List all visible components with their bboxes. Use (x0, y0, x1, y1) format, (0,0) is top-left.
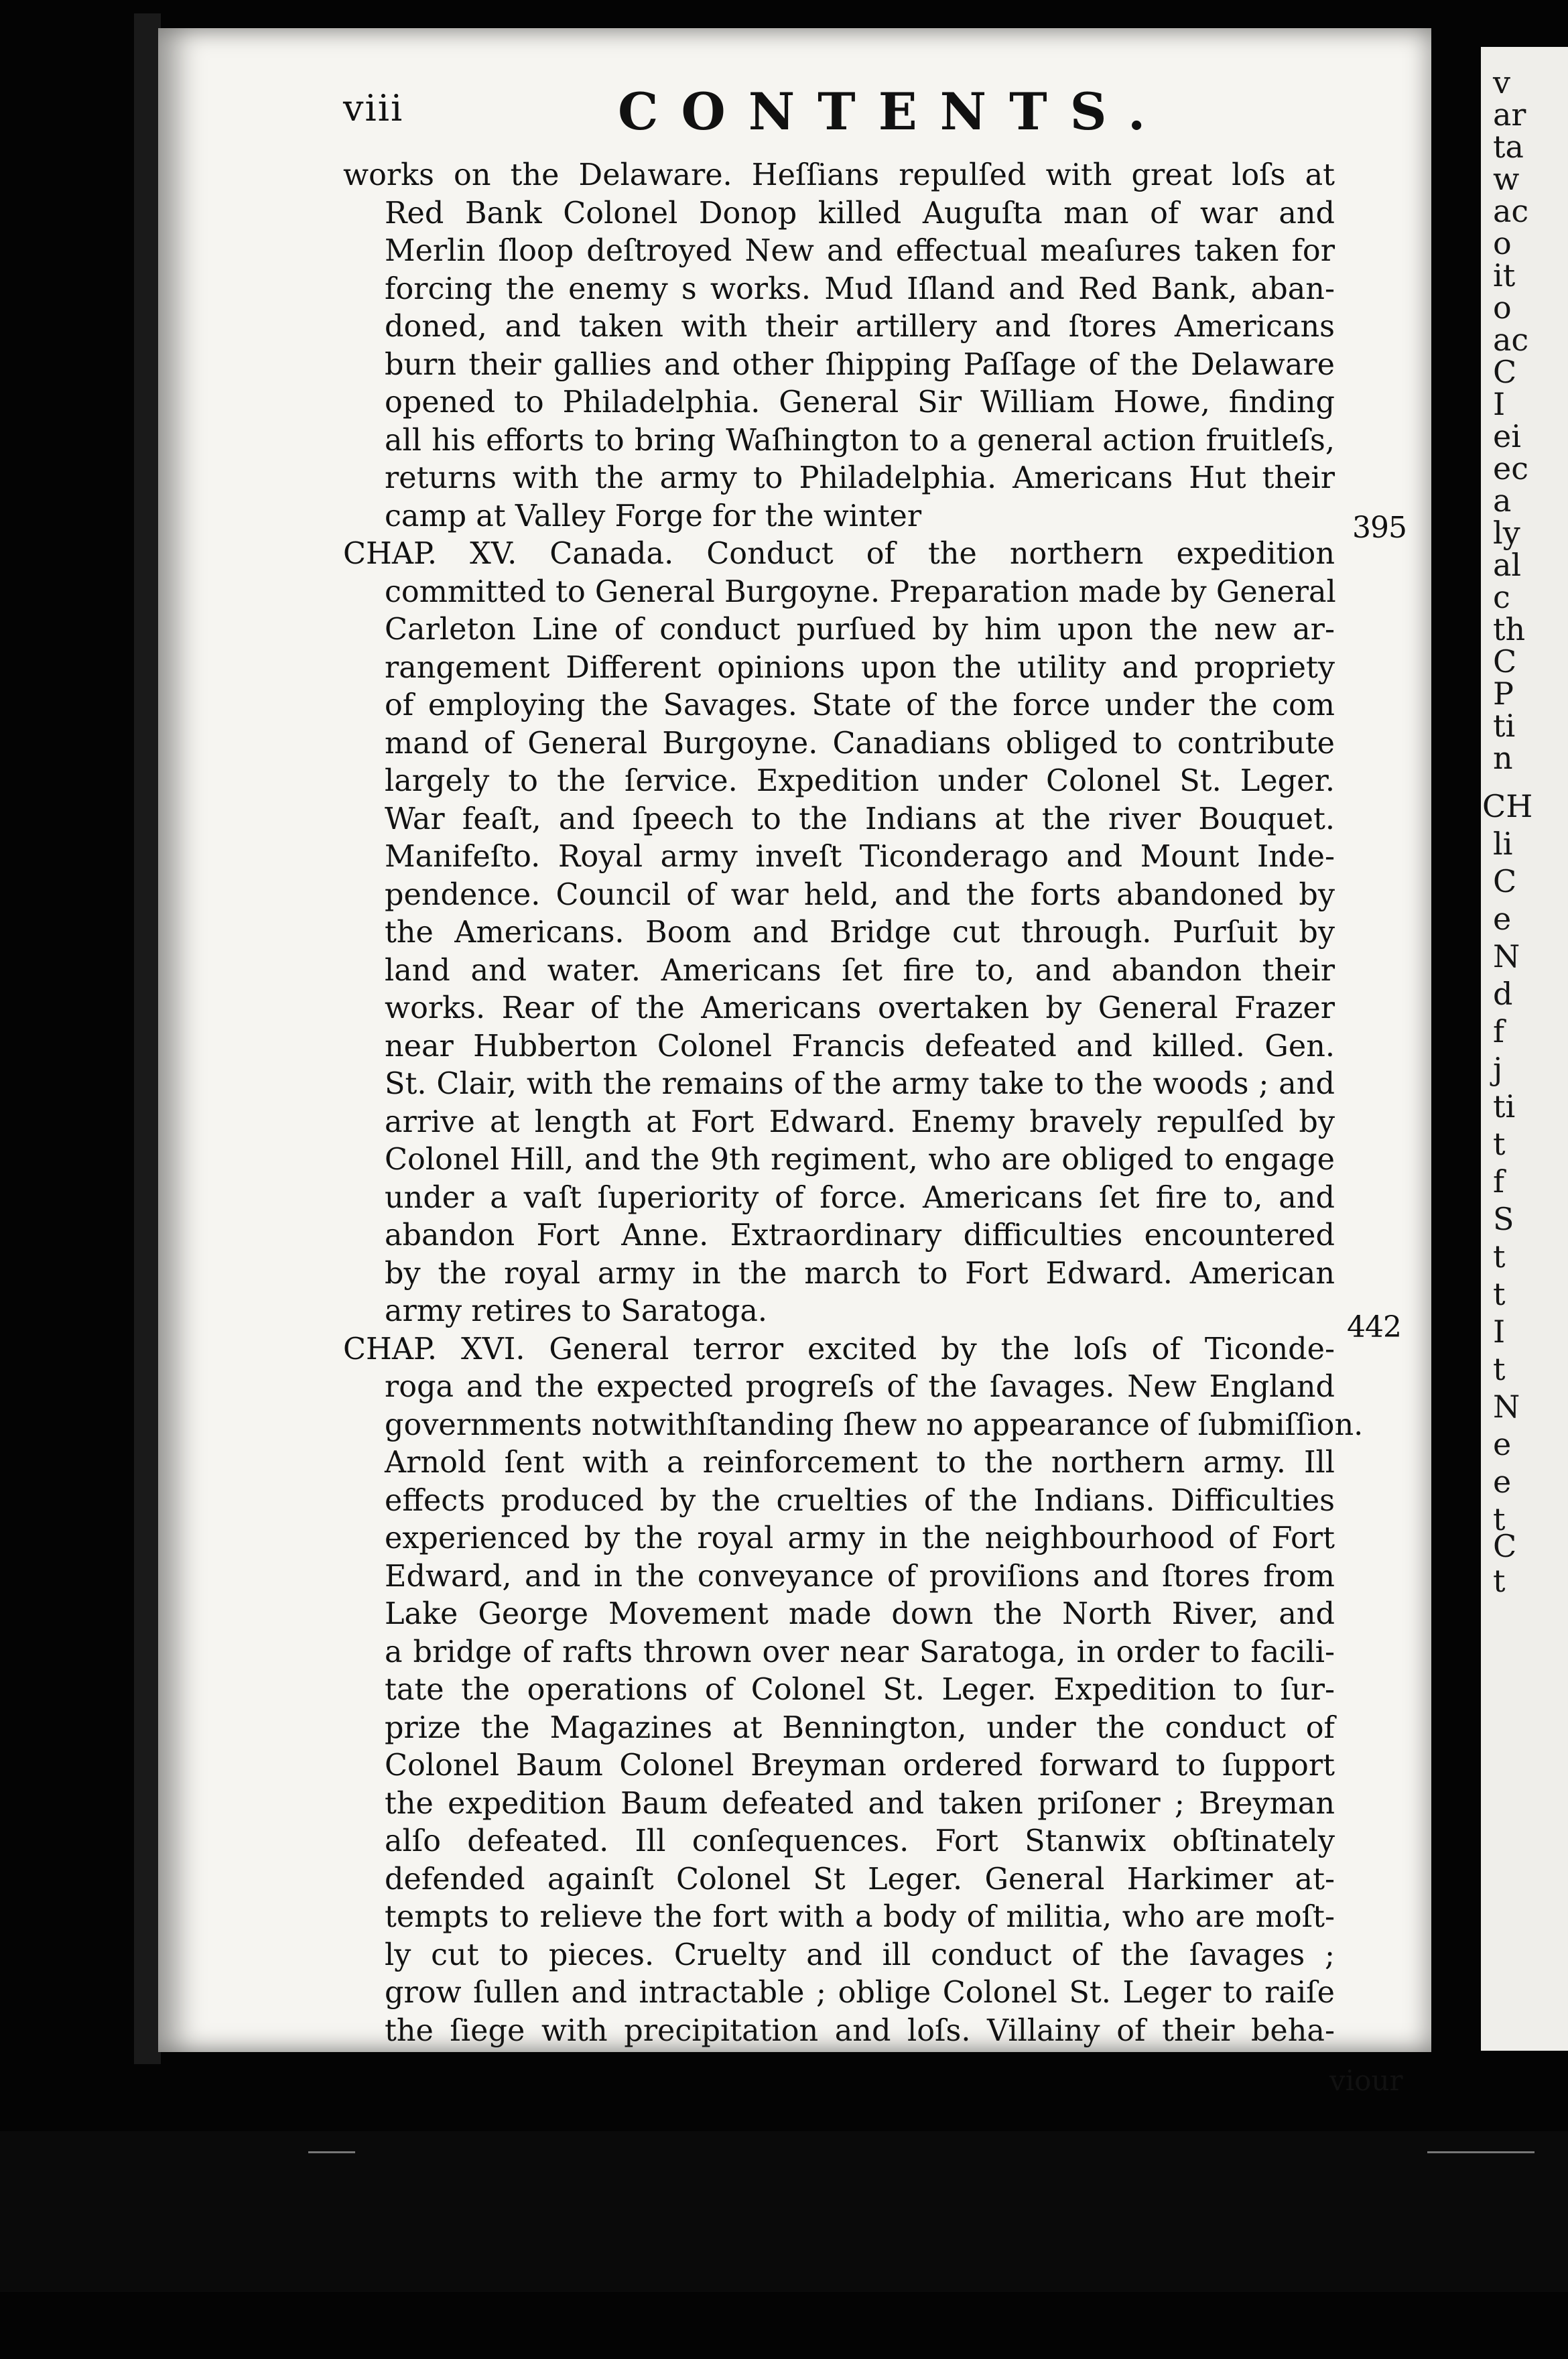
scan-bottom-border (0, 2131, 1568, 2292)
contents-body-text (343, 157, 1364, 2050)
text-line: defended againſt Colonel St Leger. General Harkimer at- (385, 1862, 1335, 1897)
text-line: by the royal army in the march to Fort Edward. American (385, 1256, 1335, 1291)
running-title: CONTENTS. (618, 82, 1169, 141)
facing-page-text-fragment: ta (1493, 129, 1524, 165)
text-line: returns with the army to Philadelphia. Americans Hut their (385, 461, 1335, 495)
text-line: St. Clair, with the remains of the army take to the woods ; and (385, 1067, 1335, 1101)
facing-page-text-fragment: o (1493, 290, 1512, 326)
text-line: effects produced by the cruelties of the Indians. Difficulties (385, 1483, 1335, 1518)
text-line: War feaſt, and ſpeech to the Indians at the river Bouquet. (385, 802, 1335, 836)
facing-page-text-fragment: c (1493, 579, 1510, 615)
facing-page-text-fragment: S (1493, 1201, 1514, 1237)
page-number: viii (343, 87, 404, 129)
text-line: camp at Valley Forge for the winter (385, 499, 922, 533)
facing-page-text-fragment: P (1493, 676, 1514, 712)
facing-page-text-fragment: ac (1493, 193, 1529, 229)
text-line: under a vaſt ſuperiority of force. Americans ſet fire to, and (385, 1180, 1335, 1215)
facing-page-fragment (1481, 47, 1568, 2051)
text-line: forcing the enemy s works. Mud Iſland and Red Bank, aban- (385, 271, 1335, 306)
text-line: arrive at length at Fort Edward. Enemy bravely repulſed by (385, 1104, 1335, 1139)
facing-page-text-fragment: w (1493, 161, 1520, 197)
text-line: Lake George Movement made down the North River, and (385, 1597, 1335, 1631)
facing-page-text-fragment: a (1493, 483, 1512, 519)
scan-artifact (1427, 2151, 1534, 2153)
facing-page-text-fragment: e (1493, 1464, 1512, 1500)
facing-page-text-fragment: ar (1493, 97, 1526, 133)
facing-page-text-fragment: f (1493, 1013, 1505, 1049)
facing-page-text-fragment: t (1493, 1126, 1506, 1162)
margin-page-number: 442 (1347, 1310, 1401, 1344)
facing-page-text-fragment: N (1493, 938, 1520, 974)
text-line: rangement Different opinions upon the utility and propriety (385, 650, 1335, 685)
text-line: CHAP. XVI. General terror excited by the loſs of Ticonde- (343, 1332, 1335, 1366)
facing-page-text-fragment: ti (1493, 708, 1516, 744)
facing-page-text-fragment: it (1493, 257, 1516, 294)
text-line: alſo defeated. Ill conſequences. Fort Stanwix obſtinately (385, 1824, 1335, 1858)
facing-page-text-fragment: t (1493, 1351, 1506, 1387)
text-line: roga and the expected progreſs of the ſavages. New England (385, 1370, 1335, 1404)
text-line: Edward, and in the conveyance of proviſions and ſtores from (385, 1559, 1335, 1594)
text-line: the Americans. Boom and Bridge cut through. Purſuit by (385, 915, 1335, 950)
facing-page-text-fragment: e (1493, 901, 1512, 937)
text-line: burn their gallies and other ſhipping Paſſage of the Delaware (385, 347, 1335, 382)
text-line: tempts to relieve the fort with a body of militia, who are moſt- (385, 1900, 1335, 1934)
text-line: Colonel Hill, and the 9th regiment, who are obliged to engage (385, 1143, 1335, 1177)
facing-page-text-fragment: e (1493, 1426, 1512, 1462)
text-line: near Hubberton Colonel Francis defeated and killed. Gen. (385, 1029, 1335, 1064)
text-line: of employing the Savages. State of the force under the com (385, 688, 1335, 722)
facing-page-text-fragment: t (1493, 1563, 1506, 1599)
catchword: viour (1329, 2064, 1403, 2097)
text-line: works on the Delaware. Heſſians repulſed with great loſs at (343, 158, 1335, 192)
facing-page-text-fragment: li (1493, 826, 1513, 862)
text-line: Arnold ſent with a reinforcement to the northern army. Ill (385, 1446, 1335, 1480)
text-line: abandon Fort Anne. Extraordinary difficulties encountered (385, 1218, 1335, 1253)
text-line: Merlin ſloop deſtroyed New and effectual meaſures taken for (385, 234, 1335, 268)
text-line: committed to General Burgoyne. Preparation made by General (385, 574, 1336, 609)
facing-page-text-fragment: ei (1493, 418, 1521, 454)
text-line: governments notwithſtanding ſhew no appearance of ſubmiſſion. (385, 1407, 1364, 1442)
facing-page-text-fragment: I (1493, 1314, 1506, 1350)
text-line: tate the operations of Colonel St. Leger. Expedition to ſur- (385, 1673, 1335, 1707)
text-line: largely to the ſervice. Expedition under Colonel St. Leger. (385, 764, 1335, 798)
facing-page-text-fragment: C (1493, 1528, 1517, 1564)
text-line: ly cut to pieces. Cruelty and ill conduct of the ſavages ; (385, 1937, 1335, 1972)
facing-page-text-fragment: CH (1482, 788, 1533, 824)
text-line: mand of General Burgoyne. Canadians obliged to contribute (385, 726, 1335, 761)
text-line: all his efforts to bring Waſhington to a general action fruitleſs, (385, 423, 1335, 458)
text-line: the ſiege with precipitation and loſs. Villainy of their beha- (385, 2013, 1335, 2048)
facing-page-text-fragment: C (1493, 354, 1517, 390)
page-header (343, 82, 1348, 154)
text-line: CHAP. XV. Canada. Conduct of the northern expedition (343, 537, 1335, 571)
facing-page-text-fragment: n (1493, 740, 1513, 776)
text-line: the expedition Baum defeated and taken priſoner ; Breyman (385, 1786, 1335, 1821)
text-line: opened to Philadelphia. General Sir William Howe, finding (385, 385, 1335, 420)
facing-page-text-fragment: t (1493, 1501, 1506, 1537)
facing-page-text-fragment: ac (1493, 322, 1529, 358)
text-line: pendence. Council of war held, and the forts abandoned by (385, 877, 1335, 912)
facing-page-text-fragment: o (1493, 225, 1512, 261)
text-line: Carleton Line of conduct purſued by him upon the new ar- (385, 613, 1335, 647)
facing-page-text-fragment: f (1493, 1163, 1505, 1200)
text-line: Red Bank Colonel Donop killed Auguſta man of war and (385, 196, 1335, 231)
facing-page-text-fragment: ec (1493, 450, 1528, 487)
facing-page-text-fragment: t (1493, 1238, 1506, 1275)
page-spine-shadow (134, 13, 161, 2064)
facing-page-text-fragment: al (1493, 547, 1522, 583)
text-line: doned, and taken with their artillery and ſtores Americans (385, 310, 1335, 344)
text-line: works. Rear of the Americans overtaken by General Frazer (385, 991, 1335, 1025)
text-line: prize the Magazines at Bennington, under the conduct of (385, 1710, 1335, 1745)
text-line: grow ſullen and intractable ; oblige Colonel St. Leger to raiſe (385, 1976, 1335, 2010)
text-line: Manifeſto. Royal army inveſt Ticonderago and Mount Inde- (385, 840, 1335, 874)
facing-page-text-fragment: C (1493, 643, 1517, 680)
margin-page-number: 395 (1352, 511, 1407, 545)
text-line: Colonel Baum Colonel Breyman ordered forward to ſupport (385, 1748, 1335, 1783)
facing-page-text-fragment: j (1493, 1051, 1503, 1087)
text-line: a bridge of rafts thrown over near Saratoga, in order to facili- (385, 1635, 1335, 1669)
text-line: army retires to Saratoga. (385, 1294, 768, 1328)
facing-page-text-fragment: ly (1493, 515, 1520, 551)
facing-page-text-fragment: N (1493, 1389, 1520, 1425)
facing-page-text-fragment: ti (1493, 1088, 1516, 1125)
facing-page-text-fragment: d (1493, 976, 1513, 1012)
facing-page-text-fragment: I (1493, 386, 1506, 422)
text-line: land and water. Americans ſet fire to, and abandon their (385, 953, 1335, 988)
facing-page-text-fragment: t (1493, 1276, 1506, 1312)
facing-page-text-fragment: C (1493, 863, 1517, 899)
facing-page-text-fragment: th (1493, 611, 1526, 647)
text-line: experienced by the royal army in the neighbourhood of Fort (385, 1521, 1335, 1555)
scan-artifact (308, 2151, 355, 2153)
facing-page-text-fragment: v (1493, 64, 1510, 101)
